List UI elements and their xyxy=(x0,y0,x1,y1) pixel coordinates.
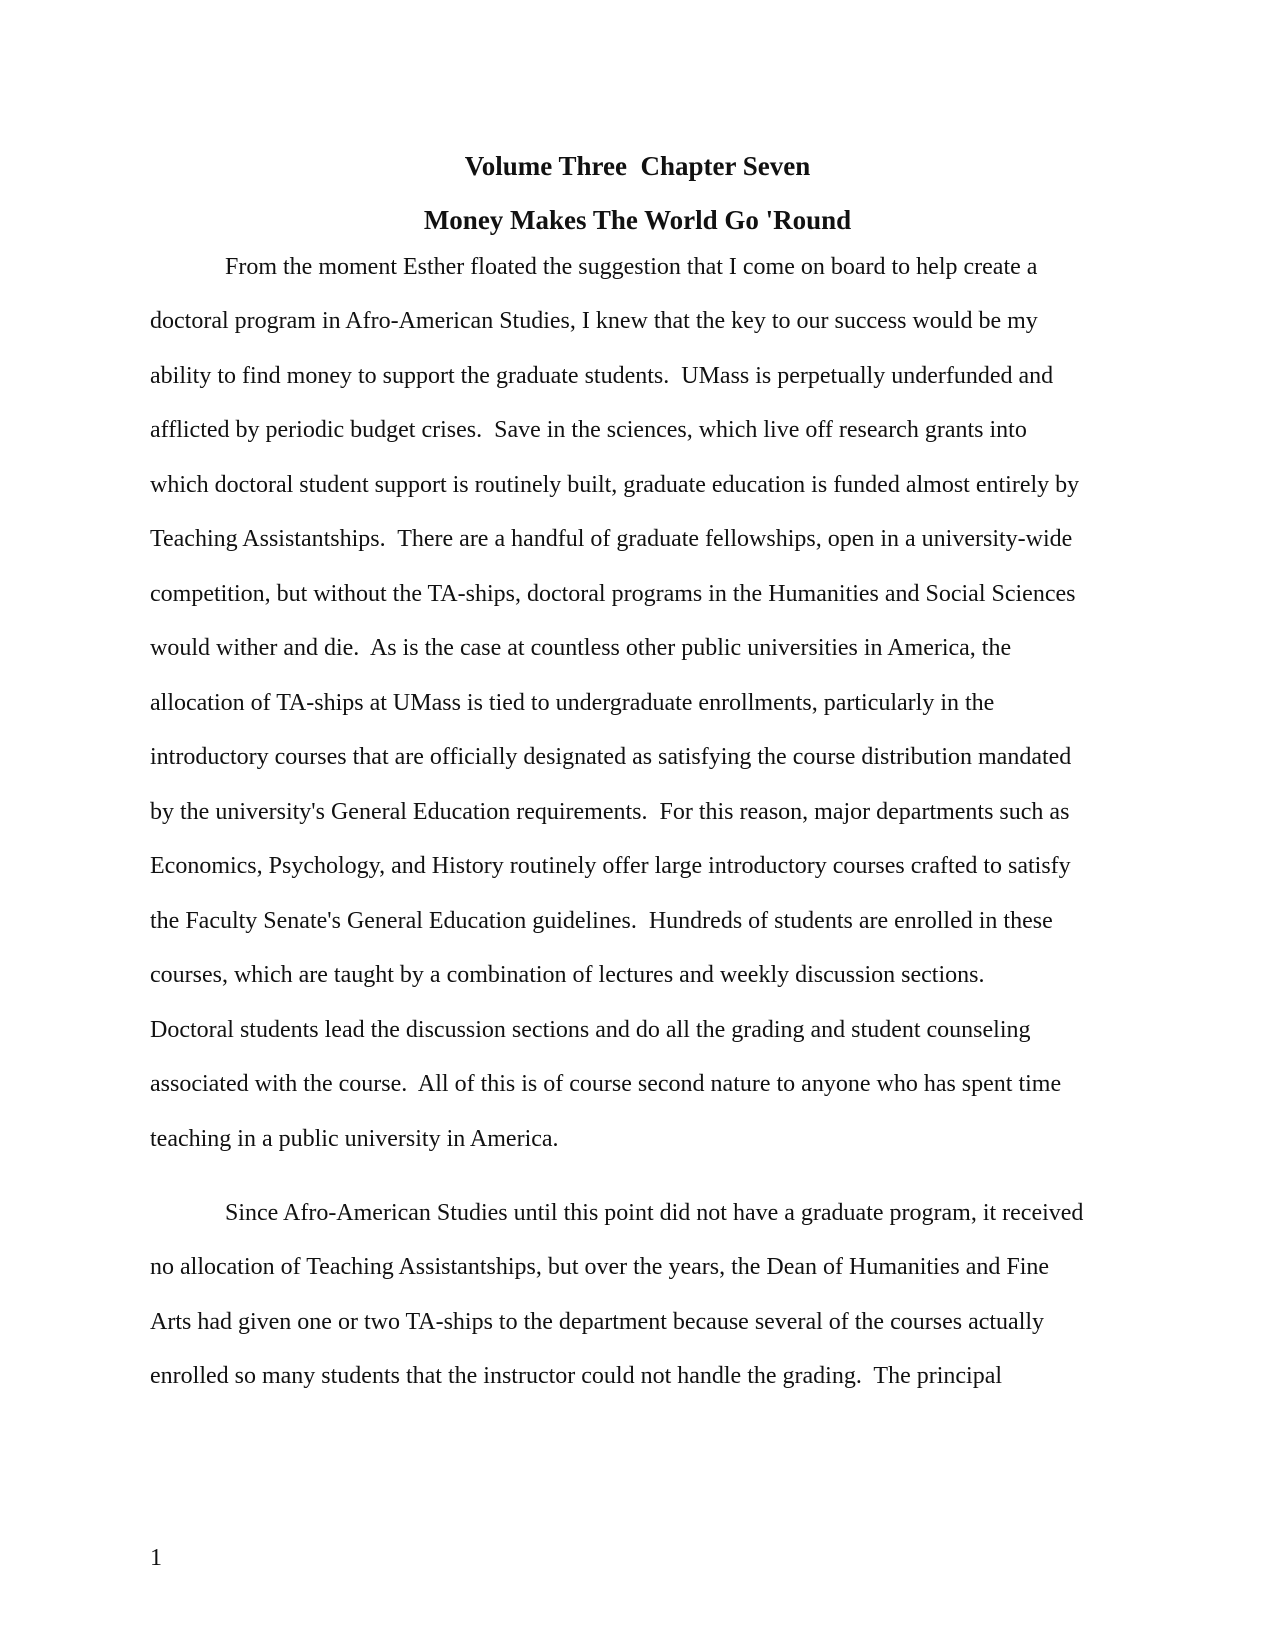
chapter-subtitle: Money Makes The World Go 'Round xyxy=(423,205,852,235)
text-line: Doctoral students lead the discussion sections and do all the grading and student counseling xyxy=(150,1017,1031,1043)
text-line: teaching in a public university in America. xyxy=(150,1126,559,1152)
text-line: associated with the course. All of this is of course second nature to anyone who has spent time xyxy=(150,1071,1062,1097)
text-line: Teaching Assistantships. There are a handful of graduate fellowships, open in a university-wide xyxy=(150,526,1073,552)
text-line: enrolled so many students that the instructor could not handle the grading. The principal xyxy=(150,1363,1003,1389)
text-line: introductory courses that are officially designated as satisfying the course distribution mandated xyxy=(150,744,1072,770)
text-line: Since Afro-American Studies until this point did not have a graduate program, it received xyxy=(225,1200,1084,1226)
text-line: From the moment Esther floated the suggestion that I come on board to help create a xyxy=(225,254,1038,280)
page-number: 1 xyxy=(150,1545,162,1571)
text-line: ability to find money to support the graduate students. UMass is perpetually underfunded and xyxy=(150,363,1054,389)
text-line: Arts had given one or two TA-ships to the department because several of the courses actually xyxy=(150,1309,1045,1335)
text-line: afflicted by periodic budget crises. Save in the sciences, which live off research grants into xyxy=(150,417,1027,443)
text-line: doctoral program in Afro-American Studies, I knew that the key to our success would be my xyxy=(150,308,1038,334)
text-line: by the university's General Education requirements. For this reason, major departments such as xyxy=(150,799,1070,825)
text-line: courses, which are taught by a combination of lectures and weekly discussion sections. xyxy=(150,962,985,988)
text-line: Economics, Psychology, and History routinely offer large introductory courses crafted to satisfy xyxy=(150,853,1071,879)
text-line: which doctoral student support is routinely built, graduate education is funded almost entirely by xyxy=(150,472,1080,498)
text-line: the Faculty Senate's General Education guidelines. Hundreds of students are enrolled in these xyxy=(150,908,1053,934)
text-line: allocation of TA-ships at UMass is tied to undergraduate enrollments, particularly in the xyxy=(150,690,995,716)
text-line: would wither and die. As is the case at countless other public universities in America, the xyxy=(150,635,1012,661)
text-line: no allocation of Teaching Assistantships, but over the years, the Dean of Humanities and Fine xyxy=(150,1254,1050,1280)
chapter-title: Volume Three Chapter Seven xyxy=(464,151,811,181)
text-line: competition, but without the TA-ships, doctoral programs in the Humanities and Social Sciences xyxy=(150,581,1076,607)
